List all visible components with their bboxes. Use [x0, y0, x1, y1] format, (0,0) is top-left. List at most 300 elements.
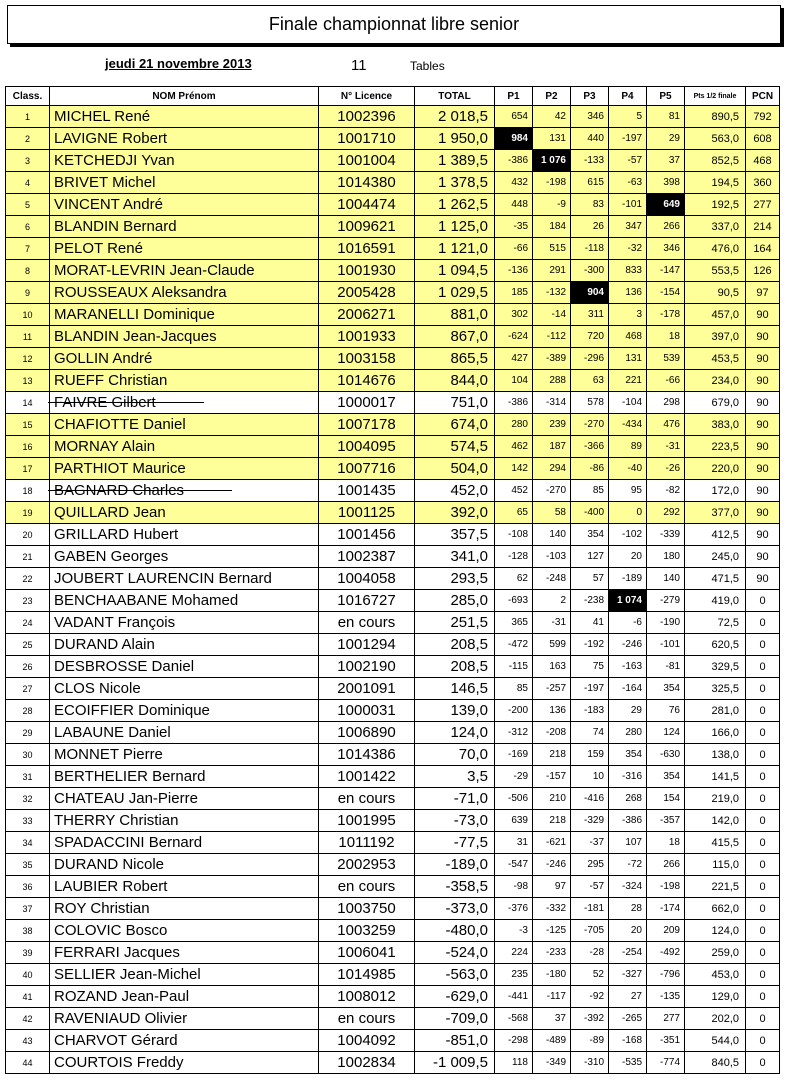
p4-cell: 3: [609, 304, 647, 326]
header-p1: P1: [495, 87, 533, 106]
p3-cell: -238: [571, 590, 609, 612]
rank-cell: 40: [6, 964, 50, 986]
rank-cell: 20: [6, 524, 50, 546]
licence-cell: 1001435: [319, 480, 415, 502]
p5-cell: -81: [647, 656, 685, 678]
licence-cell: 1008012: [319, 986, 415, 1008]
p1-cell: 31: [495, 832, 533, 854]
p2-cell: 218: [533, 810, 571, 832]
player-name-cell: [50, 1052, 319, 1074]
licence-cell: 2005428: [319, 282, 415, 304]
header-p4: P4: [609, 87, 647, 106]
p5-cell: 354: [647, 678, 685, 700]
pcn-cell: 126: [746, 260, 780, 282]
pts-half-final-cell: 453,5: [685, 348, 746, 370]
total-cell: 208,5: [415, 634, 495, 656]
p2-cell: 294: [533, 458, 571, 480]
player-name: LAUBIER Robert: [54, 877, 168, 895]
p5-cell: -198: [647, 876, 685, 898]
p5-cell: 298: [647, 392, 685, 414]
p5-cell: -154: [647, 282, 685, 304]
rank-cell: 8: [6, 260, 50, 282]
player-name: SPADACCINI Bernard: [54, 833, 203, 851]
p5-cell: -492: [647, 942, 685, 964]
pts-half-final-cell: 329,5: [685, 656, 746, 678]
p5-cell: 649: [647, 194, 685, 216]
player-name: GRILLARD Hubert: [54, 525, 179, 543]
licence-cell: 1000031: [319, 700, 415, 722]
p5-cell: -178: [647, 304, 685, 326]
player-name: DESBROSSE Daniel: [54, 657, 195, 675]
p1-cell: 452: [495, 480, 533, 502]
p4-cell: 27: [609, 986, 647, 1008]
table-row: [6, 216, 780, 238]
player-name-cell: [50, 788, 319, 810]
pts-half-final-cell: 220,0: [685, 458, 746, 480]
p5-cell: 398: [647, 172, 685, 194]
p4-cell: -72: [609, 854, 647, 876]
p4-cell: 468: [609, 326, 647, 348]
p4-cell: -168: [609, 1030, 647, 1052]
event-date: jeudi 21 novembre 2013: [105, 56, 252, 71]
p3-cell: -86: [571, 458, 609, 480]
p1-cell: 365: [495, 612, 533, 634]
total-cell: 208,5: [415, 656, 495, 678]
total-cell: -373,0: [415, 898, 495, 920]
p5-cell: -135: [647, 986, 685, 1008]
pts-half-final-cell: 377,0: [685, 502, 746, 524]
header-class: Class.: [6, 87, 50, 106]
p2-cell: -314: [533, 392, 571, 414]
p4-cell: 280: [609, 722, 647, 744]
total-cell: 1 262,5: [415, 194, 495, 216]
table-row: [6, 304, 780, 326]
total-cell: -77,5: [415, 832, 495, 854]
p4-cell: -324: [609, 876, 647, 898]
p2-cell: 163: [533, 656, 571, 678]
licence-cell: 1002190: [319, 656, 415, 678]
p5-cell: 29: [647, 128, 685, 150]
player-name-cell: [50, 568, 319, 590]
player-name: VINCENT André: [54, 195, 163, 213]
pts-half-final-cell: 679,0: [685, 392, 746, 414]
pts-half-final-cell: 325,5: [685, 678, 746, 700]
p3-cell: 10: [571, 766, 609, 788]
licence-cell: 1002396: [319, 106, 415, 128]
licence-cell: 1001933: [319, 326, 415, 348]
table-row: [6, 744, 780, 766]
table-row: [6, 326, 780, 348]
rank-cell: 3: [6, 150, 50, 172]
pcn-cell: 90: [746, 436, 780, 458]
p3-cell: -28: [571, 942, 609, 964]
pcn-cell: 0: [746, 656, 780, 678]
pts-half-final-cell: 245,0: [685, 546, 746, 568]
table-row: [6, 392, 780, 414]
pts-half-final-cell: 221,5: [685, 876, 746, 898]
table-row: [6, 810, 780, 832]
p3-cell: -400: [571, 502, 609, 524]
p3-cell: 295: [571, 854, 609, 876]
table-row: [6, 1008, 780, 1030]
header-p3: P3: [571, 87, 609, 106]
p1-cell: -115: [495, 656, 533, 678]
p4-cell: -265: [609, 1008, 647, 1030]
table-row: [6, 942, 780, 964]
p4-cell: 107: [609, 832, 647, 854]
p1-cell: 280: [495, 414, 533, 436]
p2-cell: -248: [533, 568, 571, 590]
p5-cell: -279: [647, 590, 685, 612]
table-row: [6, 502, 780, 524]
rank-cell: 43: [6, 1030, 50, 1052]
table-row: [6, 854, 780, 876]
pts-half-final-cell: 124,0: [685, 920, 746, 942]
pts-half-final-cell: 471,5: [685, 568, 746, 590]
p5-cell: 354: [647, 766, 685, 788]
rank-cell: 34: [6, 832, 50, 854]
licence-cell: 1003259: [319, 920, 415, 942]
player-name: FAIVRE Gilbert: [54, 393, 156, 411]
p4-cell: -6: [609, 612, 647, 634]
player-name-cell: [50, 524, 319, 546]
player-name-cell: [50, 898, 319, 920]
p2-cell: 131: [533, 128, 571, 150]
pts-half-final-cell: 259,0: [685, 942, 746, 964]
player-name-cell: [50, 590, 319, 612]
licence-cell: en cours: [319, 876, 415, 898]
total-cell: -524,0: [415, 942, 495, 964]
header-pts-half-final: Pts 1/2 finale: [685, 87, 746, 106]
p1-cell: -298: [495, 1030, 533, 1052]
total-cell: 751,0: [415, 392, 495, 414]
player-name-cell: [50, 260, 319, 282]
p4-cell: -535: [609, 1052, 647, 1074]
player-name: LABAUNE Daniel: [54, 723, 171, 741]
p3-cell: -192: [571, 634, 609, 656]
licence-cell: 1001930: [319, 260, 415, 282]
licence-cell: 1004474: [319, 194, 415, 216]
p4-cell: 833: [609, 260, 647, 282]
rank-cell: 27: [6, 678, 50, 700]
pcn-cell: 164: [746, 238, 780, 260]
rank-cell: 19: [6, 502, 50, 524]
pts-half-final-cell: 852,5: [685, 150, 746, 172]
p2-cell: -9: [533, 194, 571, 216]
p5-cell: 292: [647, 502, 685, 524]
p1-cell: 118: [495, 1052, 533, 1074]
table-row: [6, 766, 780, 788]
p5-cell: -31: [647, 436, 685, 458]
table-row: [6, 590, 780, 612]
total-cell: 1 950,0: [415, 128, 495, 150]
total-cell: 867,0: [415, 326, 495, 348]
player-name: MORNAY Alain: [54, 437, 156, 455]
p4-cell: 221: [609, 370, 647, 392]
p3-cell: 75: [571, 656, 609, 678]
licence-cell: 1006890: [319, 722, 415, 744]
table-row: [6, 414, 780, 436]
player-name: BRIVET Michel: [54, 173, 156, 191]
player-name-cell: [50, 876, 319, 898]
pcn-cell: 0: [746, 1030, 780, 1052]
p4-cell: 20: [609, 920, 647, 942]
p1-cell: -472: [495, 634, 533, 656]
licence-cell: 2006271: [319, 304, 415, 326]
p3-cell: -183: [571, 700, 609, 722]
p1-cell: 235: [495, 964, 533, 986]
player-name: BENCHAABANE Mohamed: [54, 591, 239, 609]
p3-cell: -37: [571, 832, 609, 854]
total-cell: 1 389,5: [415, 150, 495, 172]
p1-cell: 142: [495, 458, 533, 480]
licence-cell: 1001004: [319, 150, 415, 172]
player-name: SELLIER Jean-Michel: [54, 965, 201, 983]
p1-cell: 654: [495, 106, 533, 128]
p2-cell: -198: [533, 172, 571, 194]
player-name: ROUSSEAUX Aleksandra: [54, 283, 227, 301]
rank-cell: 29: [6, 722, 50, 744]
p4-cell: -102: [609, 524, 647, 546]
pcn-cell: 0: [746, 942, 780, 964]
licence-cell: 1001995: [319, 810, 415, 832]
tables-count: 11: [351, 57, 367, 74]
p1-cell: -376: [495, 898, 533, 920]
p3-cell: 440: [571, 128, 609, 150]
licence-cell: 1002834: [319, 1052, 415, 1074]
pcn-cell: 90: [746, 568, 780, 590]
licence-cell: 1009621: [319, 216, 415, 238]
player-name-cell: [50, 458, 319, 480]
table-row: [6, 194, 780, 216]
rank-cell: 10: [6, 304, 50, 326]
p1-cell: -35: [495, 216, 533, 238]
rank-cell: 36: [6, 876, 50, 898]
rank-cell: 15: [6, 414, 50, 436]
rank-cell: 6: [6, 216, 50, 238]
licence-cell: 1001125: [319, 502, 415, 524]
table-row: [6, 128, 780, 150]
p1-cell: 85: [495, 678, 533, 700]
total-cell: 1 378,5: [415, 172, 495, 194]
p3-cell: -197: [571, 678, 609, 700]
pcn-cell: 0: [746, 744, 780, 766]
licence-cell: 1014985: [319, 964, 415, 986]
player-name: GABEN Georges: [54, 547, 169, 565]
player-name: COURTOIS Freddy: [54, 1053, 184, 1071]
p1-cell: 302: [495, 304, 533, 326]
p3-cell: 311: [571, 304, 609, 326]
player-name: QUILLARD Jean: [54, 503, 166, 521]
player-name-cell: [50, 1008, 319, 1030]
pcn-cell: 90: [746, 414, 780, 436]
p5-cell: -66: [647, 370, 685, 392]
pts-half-final-cell: 141,5: [685, 766, 746, 788]
table-row: [6, 656, 780, 678]
pcn-cell: 90: [746, 370, 780, 392]
p3-cell: -329: [571, 810, 609, 832]
p1-cell: 462: [495, 436, 533, 458]
p1-cell: -128: [495, 546, 533, 568]
rank-cell: 31: [6, 766, 50, 788]
p2-cell: -332: [533, 898, 571, 920]
pcn-cell: 90: [746, 524, 780, 546]
pcn-cell: 90: [746, 326, 780, 348]
table-row: [6, 260, 780, 282]
p1-cell: -441: [495, 986, 533, 1008]
player-name-cell: [50, 678, 319, 700]
pts-half-final-cell: 415,5: [685, 832, 746, 854]
p5-cell: 346: [647, 238, 685, 260]
licence-cell: en cours: [319, 1008, 415, 1030]
p1-cell: 427: [495, 348, 533, 370]
p1-cell: 448: [495, 194, 533, 216]
p1-cell: -386: [495, 150, 533, 172]
p2-cell: -233: [533, 942, 571, 964]
header-total: TOTAL: [415, 87, 495, 106]
total-cell: -709,0: [415, 1008, 495, 1030]
pts-half-final-cell: 383,0: [685, 414, 746, 436]
p4-cell: -434: [609, 414, 647, 436]
total-cell: 341,0: [415, 546, 495, 568]
table-row: [6, 920, 780, 942]
p1-cell: 65: [495, 502, 533, 524]
rank-cell: 12: [6, 348, 50, 370]
p2-cell: -117: [533, 986, 571, 1008]
p5-cell: 277: [647, 1008, 685, 1030]
player-name: MICHEL René: [54, 107, 151, 125]
pts-half-final-cell: 192,5: [685, 194, 746, 216]
licence-cell: 1001456: [319, 524, 415, 546]
pcn-cell: 0: [746, 722, 780, 744]
total-cell: 124,0: [415, 722, 495, 744]
p1-cell: 62: [495, 568, 533, 590]
pts-half-final-cell: 219,0: [685, 788, 746, 810]
rank-cell: 13: [6, 370, 50, 392]
rank-cell: 22: [6, 568, 50, 590]
pts-half-final-cell: 419,0: [685, 590, 746, 612]
licence-cell: 1001710: [319, 128, 415, 150]
table-row: [6, 436, 780, 458]
p4-cell: -32: [609, 238, 647, 260]
p3-cell: -296: [571, 348, 609, 370]
p1-cell: 984: [495, 128, 533, 150]
table-row: [6, 722, 780, 744]
p5-cell: 37: [647, 150, 685, 172]
ranking-table: [5, 86, 780, 1074]
rank-cell: 18: [6, 480, 50, 502]
p1-cell: 185: [495, 282, 533, 304]
p4-cell: 5: [609, 106, 647, 128]
p3-cell: -392: [571, 1008, 609, 1030]
header-licence: N° Licence: [319, 87, 415, 106]
licence-cell: 1004058: [319, 568, 415, 590]
pcn-cell: 90: [746, 392, 780, 414]
p3-cell: 74: [571, 722, 609, 744]
p2-cell: -489: [533, 1030, 571, 1052]
rank-cell: 17: [6, 458, 50, 480]
p4-cell: 89: [609, 436, 647, 458]
header-p5: P5: [647, 87, 685, 106]
rank-cell: 39: [6, 942, 50, 964]
total-cell: -629,0: [415, 986, 495, 1008]
total-cell: 1 125,0: [415, 216, 495, 238]
p3-cell: -57: [571, 876, 609, 898]
p1-cell: -136: [495, 260, 533, 282]
player-name: DURAND Alain: [54, 635, 155, 653]
total-cell: -1 009,5: [415, 1052, 495, 1074]
p2-cell: 515: [533, 238, 571, 260]
player-name: CHARVOT Gérard: [54, 1031, 178, 1049]
pts-half-final-cell: 234,0: [685, 370, 746, 392]
tables-label: Tables: [410, 59, 445, 73]
p3-cell: 354: [571, 524, 609, 546]
pts-half-final-cell: 223,5: [685, 436, 746, 458]
p4-cell: 131: [609, 348, 647, 370]
p2-cell: -132: [533, 282, 571, 304]
rank-cell: 2: [6, 128, 50, 150]
total-cell: -71,0: [415, 788, 495, 810]
total-cell: 1 094,5: [415, 260, 495, 282]
p4-cell: 29: [609, 700, 647, 722]
p5-cell: -147: [647, 260, 685, 282]
player-name: CHAFIOTTE Daniel: [54, 415, 186, 433]
p3-cell: -270: [571, 414, 609, 436]
total-cell: 357,5: [415, 524, 495, 546]
p5-cell: 154: [647, 788, 685, 810]
header-p2: P2: [533, 87, 571, 106]
p4-cell: 136: [609, 282, 647, 304]
total-cell: 881,0: [415, 304, 495, 326]
total-cell: 452,0: [415, 480, 495, 502]
player-name: MORAT-LEVRIN Jean-Claude: [54, 261, 255, 279]
pcn-cell: 792: [746, 106, 780, 128]
licence-cell: 1016591: [319, 238, 415, 260]
player-name: CLOS Nicole: [54, 679, 141, 697]
rank-cell: 4: [6, 172, 50, 194]
total-cell: 2 018,5: [415, 106, 495, 128]
rank-cell: 28: [6, 700, 50, 722]
p2-cell: 210: [533, 788, 571, 810]
pts-half-final-cell: 138,0: [685, 744, 746, 766]
total-cell: 1 029,5: [415, 282, 495, 304]
p1-cell: -624: [495, 326, 533, 348]
player-name-cell: [50, 282, 319, 304]
rank-cell: 26: [6, 656, 50, 678]
p1-cell: 432: [495, 172, 533, 194]
total-cell: 3,5: [415, 766, 495, 788]
pts-half-final-cell: 453,0: [685, 964, 746, 986]
player-name: PELOT René: [54, 239, 143, 257]
total-cell: -73,0: [415, 810, 495, 832]
p5-cell: 266: [647, 216, 685, 238]
p2-cell: 37: [533, 1008, 571, 1030]
pts-half-final-cell: 194,5: [685, 172, 746, 194]
pcn-cell: 0: [746, 612, 780, 634]
licence-cell: 1004095: [319, 436, 415, 458]
p5-cell: -774: [647, 1052, 685, 1074]
p3-cell: -181: [571, 898, 609, 920]
p3-cell: 346: [571, 106, 609, 128]
pcn-cell: 0: [746, 678, 780, 700]
p2-cell: -621: [533, 832, 571, 854]
total-cell: 392,0: [415, 502, 495, 524]
pcn-cell: 0: [746, 1008, 780, 1030]
player-name: GOLLIN André: [54, 349, 153, 367]
p1-cell: 104: [495, 370, 533, 392]
p2-cell: 1 076: [533, 150, 571, 172]
p3-cell: -705: [571, 920, 609, 942]
